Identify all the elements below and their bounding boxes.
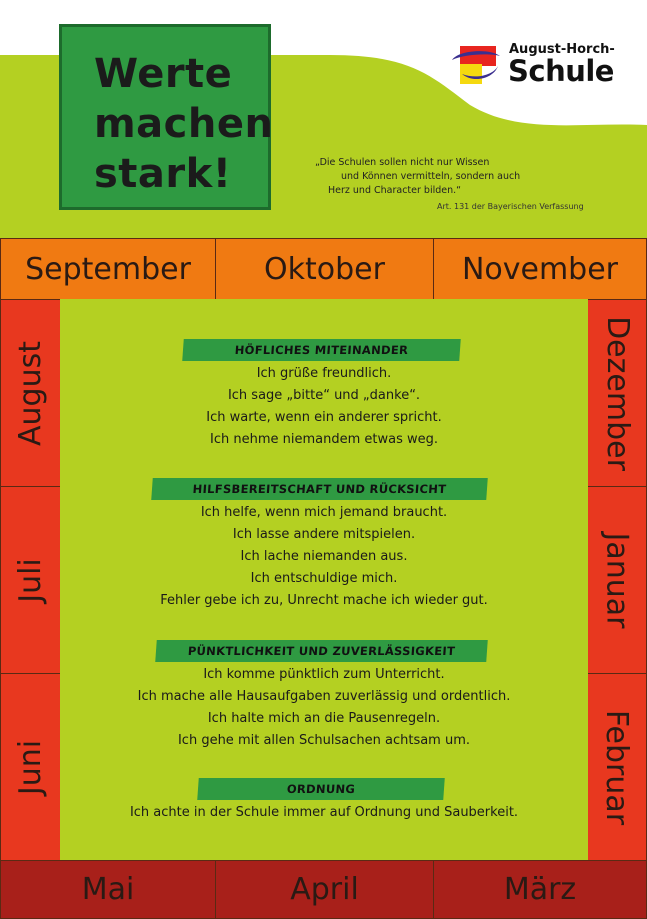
section-2-line-1: Ich helfe, wenn mich jemand braucht. [200, 505, 448, 520]
section-heading-hoefliches: HÖFLICHES MITEINANDER [182, 339, 461, 361]
month-august: August [0, 299, 61, 487]
title-line-1: Werte [94, 51, 233, 97]
section-2-line-5: Fehler gebe ich zu, Unrecht mache ich wieder gut. [160, 593, 488, 608]
logo-text-bottom: Schule [508, 54, 614, 88]
section-3-line-4: Ich gehe mit allen Schulsachen achtsam um. [177, 733, 471, 748]
section-2-line-4: Ich entschuldige mich. [250, 571, 398, 586]
section-2-line-3: Ich lache niemanden aus. [240, 549, 408, 564]
month-mai: Mai [0, 860, 216, 919]
month-juni: Juni [0, 673, 61, 861]
title-box [59, 24, 274, 210]
school-logo-icon [450, 44, 502, 86]
section-heading-puenktlichkeit: PÜNKTLICHKEIT UND ZUVERLÄSSIGKEIT [155, 640, 488, 662]
section-1-line-1: Ich grüße freundlich. [256, 366, 392, 381]
section-heading-hilfsbereitschaft: HILFSBEREITSCHAFT UND RÜCKSICHT [151, 478, 488, 500]
month-juli: Juli [0, 486, 61, 674]
month-april: April [215, 860, 434, 919]
quote [315, 156, 577, 198]
section-4-line-1: Ich achte in der Schule immer auf Ordnung und Sauberkeit. [129, 805, 519, 820]
month-september: September [0, 238, 216, 300]
section-1-line-4: Ich nehme niemandem etwas weg. [209, 432, 438, 447]
quote-line-2: und Können vermitteln, sondern auch [341, 171, 521, 182]
section-1-line-2: Ich sage „bitte“ und „danke“. [227, 388, 421, 403]
quote-line-1: „Die Schulen sollen nicht nur Wissen [315, 157, 490, 168]
section-1-line-3: Ich warte, wenn ein anderer spricht. [206, 410, 442, 425]
month-januar: Januar [587, 486, 647, 674]
quote-source: Art. 131 der Bayerischen Verfassung [437, 202, 584, 211]
month-oktober: Oktober [215, 238, 434, 300]
section-3-line-2: Ich mache alle Hausaufgaben zuverlässig und ordentlich. [137, 689, 511, 704]
quote-line-3: Herz und Character bilden.“ [328, 185, 462, 196]
title-line-2: machen [94, 101, 274, 147]
month-maerz: März [433, 860, 647, 919]
values-panel [60, 299, 588, 860]
section-3-line-3: Ich halte mich an die Pausenregeln. [207, 711, 441, 726]
section-2-line-2: Ich lasse andere mitspielen. [232, 527, 416, 542]
section-heading-ordnung: ORDNUNG [197, 778, 445, 800]
title-line-3: stark! [94, 151, 232, 197]
month-november: November [433, 238, 647, 300]
section-3-line-1: Ich komme pünktlich zum Unterricht. [203, 667, 445, 682]
month-dezember: Dezember [587, 299, 647, 487]
month-februar: Februar [587, 673, 647, 861]
logo-text-top: August-Horch- [509, 42, 615, 57]
